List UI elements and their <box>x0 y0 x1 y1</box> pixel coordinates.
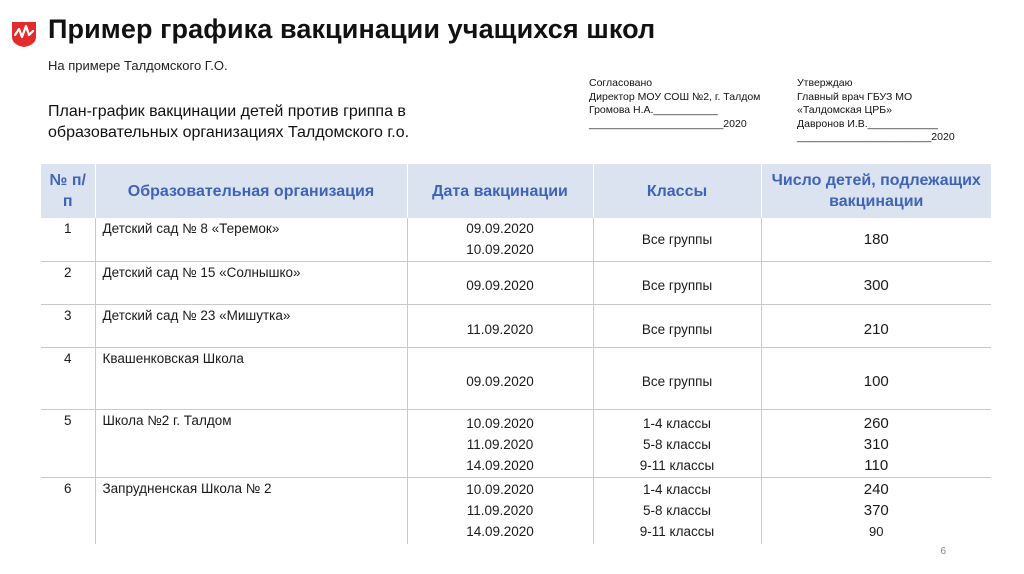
children-counts <box>761 477 991 544</box>
organization-name: Школа №2 г. Талдом <box>95 409 407 477</box>
vaccination-date: 10.09.2020 <box>466 482 534 498</box>
row-number: 6 <box>41 477 95 544</box>
organization-name: Запрудненская Школа № 2 <box>95 477 407 544</box>
vaccination-dates <box>407 218 593 261</box>
table-header-row <box>41 164 991 218</box>
column-header-date: Дата вакцинации <box>407 164 593 218</box>
children-count: 300 <box>761 261 991 304</box>
table-row <box>41 409 991 477</box>
page-title: Пример графика вакцинации учащихся школ <box>48 14 656 44</box>
approval-agreed-date-line: _______________________2020 <box>589 117 747 130</box>
page-subtitle: На примере Талдомского Г.О. <box>48 58 228 73</box>
class-range: 1-4 классы <box>643 416 711 431</box>
vaccination-date: 09.09.2020 <box>407 347 593 409</box>
organization-name: Детский сад № 8 «Теремок» <box>95 218 407 261</box>
region-emblem-icon <box>10 20 38 48</box>
approval-block-approved <box>797 77 955 145</box>
table-row <box>41 261 991 304</box>
vaccination-date: 11.09.2020 <box>466 437 534 452</box>
approval-approved-date-line: _______________________2020 <box>797 131 955 143</box>
vaccination-date: 14.09.2020 <box>466 458 534 473</box>
children-count: 100 <box>761 347 991 409</box>
page-number: 6 <box>940 546 946 557</box>
approval-approved-heading: Утверждаю <box>797 77 853 89</box>
children-count: 210 <box>761 304 991 347</box>
children-count: 180 <box>761 218 991 261</box>
table-row <box>41 347 991 409</box>
class-range: 1-4 классы <box>643 482 711 498</box>
children-count: 260 <box>863 415 889 432</box>
class-range: 9-11 классы <box>639 458 715 473</box>
approval-agreed-name: Громова Н.А.___________ <box>589 104 718 116</box>
children-count: 310 <box>863 436 889 453</box>
row-number: 3 <box>41 304 95 347</box>
column-header-org: Образовательная организация <box>95 164 407 218</box>
plan-title: План-график вакцинации детей против гриппа в образовательных организациях Талдомского г.о. <box>48 103 410 141</box>
approval-agreed-position: Директор МОУ СОШ №2, г. Талдом <box>589 90 761 103</box>
vaccination-date: 09.09.2020 <box>407 261 593 304</box>
vaccination-date: 11.09.2020 <box>407 304 593 347</box>
classes-cell: Все группы <box>593 304 761 347</box>
vaccination-dates <box>407 409 593 477</box>
vaccination-date: 09.09.2020 <box>466 221 534 237</box>
children-count: 110 <box>864 457 889 474</box>
table-row <box>41 477 991 544</box>
vaccination-dates <box>407 477 593 544</box>
class-range: 5-8 классы <box>643 503 711 519</box>
approval-approved-organization: «Талдомская ЦРБ» <box>797 104 892 116</box>
classes-cell: Все группы <box>593 218 761 261</box>
class-range: 9-11 классы <box>639 524 715 540</box>
classes-list <box>593 477 761 544</box>
row-number: 1 <box>41 218 95 261</box>
children-counts <box>761 409 991 477</box>
approval-agreed-heading: Согласовано <box>589 77 653 89</box>
column-header-classes: Классы <box>593 164 761 218</box>
approval-block-agreed <box>589 77 760 131</box>
row-number: 2 <box>41 261 95 304</box>
organization-name: Детский сад № 23 «Мишутка» <box>95 304 407 347</box>
row-number: 5 <box>41 409 95 477</box>
children-count: 370 <box>863 502 889 520</box>
classes-cell: Все группы <box>593 347 761 409</box>
classes-list <box>593 409 761 477</box>
vaccination-date: 10.09.2020 <box>466 242 534 258</box>
vaccination-date: 10.09.2020 <box>466 416 534 431</box>
organization-name: Квашенковская Школа <box>95 347 407 409</box>
classes-cell: Все группы <box>593 261 761 304</box>
row-number: 4 <box>41 347 95 409</box>
column-header-count: Число детей, подлежащих вакцинации <box>761 164 991 218</box>
approval-approved-position: Главный врач ГБУЗ МО <box>797 90 913 103</box>
table-row <box>41 304 991 347</box>
class-range: 5-8 классы <box>643 437 711 452</box>
vaccination-date: 14.09.2020 <box>466 524 534 540</box>
column-header-num: № п/п <box>41 164 95 218</box>
vaccination-schedule-table <box>41 164 991 544</box>
organization-name: Детский сад № 15 «Солнышко» <box>95 261 407 304</box>
vaccination-date: 11.09.2020 <box>466 503 534 519</box>
table-row <box>41 218 991 261</box>
approval-approved-name: Давронов И.В.____________ <box>797 117 938 130</box>
children-count: 90 <box>869 524 884 540</box>
children-count: 240 <box>863 481 889 499</box>
